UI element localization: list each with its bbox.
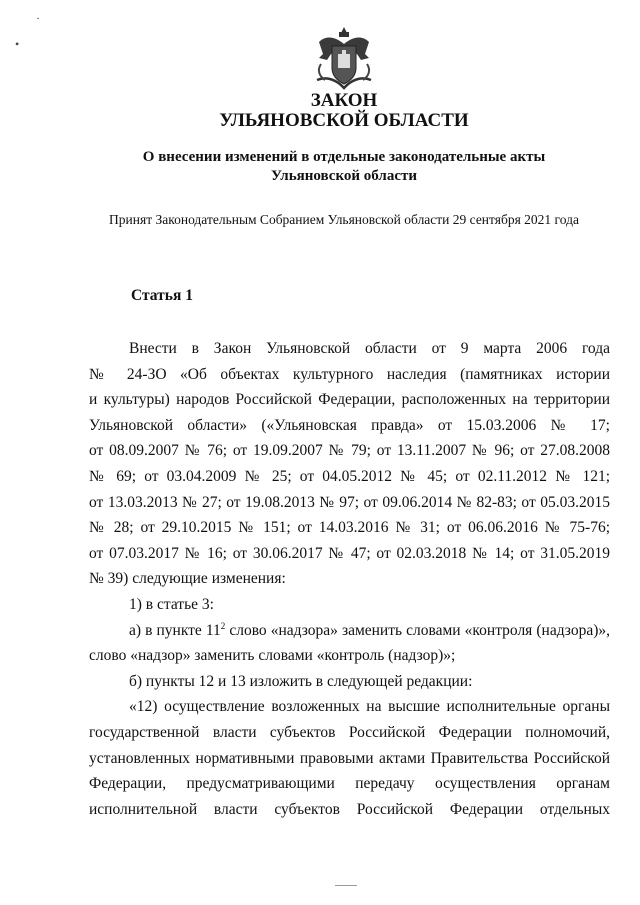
scan-mark (335, 885, 357, 886)
list-item: 1) в статье 3: (129, 595, 214, 613)
subtitle-line1: О внесении изменений в отдельные законодательные акты (142, 149, 546, 165)
paragraph-line: Ульяновской области» («Ульяновская правда» от 15.03.2006 № 17; (89, 416, 610, 434)
article-heading: Статья 1 (131, 287, 193, 304)
law-title-line1: ЗАКОН (310, 90, 378, 111)
item-a-text: а) в пункте 11 (129, 621, 221, 639)
paragraph-line: № 24-ЗО «Об объектах культурного наследия (памятниках истории (89, 365, 610, 383)
paragraph-line: от 08.09.2007 № 76; от 19.09.2007 № 79; от 13.11.2007 № 96; от 27.08.2008 (89, 442, 610, 460)
quote-line: Федерации, предусматривающими передачу осуществления органам (89, 775, 610, 793)
paragraph-line: № 28; от 29.10.2015 № 151; от 14.03.2016 № 31; от 06.06.2016 № 75-76; (89, 519, 610, 537)
list-item: б) пункты 12 и 13 изложить в следующей редакции: (129, 672, 473, 690)
paragraph-line: слово «надзор» заменить словами «контроль (надзор)»; (89, 647, 456, 665)
superscript: 2 (220, 620, 226, 631)
item-a-text: слово «надзора» заменить словами «контроля (надзора)», (225, 621, 610, 639)
quote-line: исполнительной власти субъектов Российской Федерации отдельных (89, 800, 610, 818)
paragraph-line: от 07.03.2017 № 16; от 30.06.2017 № 47; от 02.03.2018 № 14; от 31.05.2019 (89, 544, 610, 562)
list-item (89, 618, 610, 644)
paragraph-line: и культуры) народов Российской Федерации, расположенных на территории (89, 391, 610, 409)
quote-line: «12) осуществление возложенных на высшие исполнительные органы (129, 698, 610, 716)
paragraph-line: № 39) следующие изменения: (89, 570, 286, 588)
paragraph-line: № 69; от 03.04.2009 № 25; от 04.05.2012 № 45; от 02.11.2012 № 121; (89, 467, 610, 485)
scan-speck: • (15, 37, 20, 51)
subtitle-line2: Ульяновской области (270, 168, 418, 184)
quote-line: установленных нормативными правовыми актами Правительства Российской (89, 749, 610, 767)
quote-line: государственной власти субъектов Российской Федерации полномочий, (89, 723, 610, 741)
paragraph-line: Внести в Закон Ульяновской области от 9 марта 2006 года (129, 340, 610, 357)
coat-of-arms-emblem (313, 24, 375, 90)
document-body (89, 336, 610, 822)
law-title-line2: УЛЬЯНОВСКОЙ ОБЛАСТИ (219, 110, 469, 131)
adoption-statement: Принят Законодательным Собранием Ульяновской области 29 сентября 2021 года (109, 212, 579, 227)
scan-speck: · (36, 11, 40, 25)
paragraph-line: от 13.03.2013 № 27; от 19.08.2013 № 97; от 09.06.2014 № 82-83; от 05.03.2015 (89, 493, 610, 511)
